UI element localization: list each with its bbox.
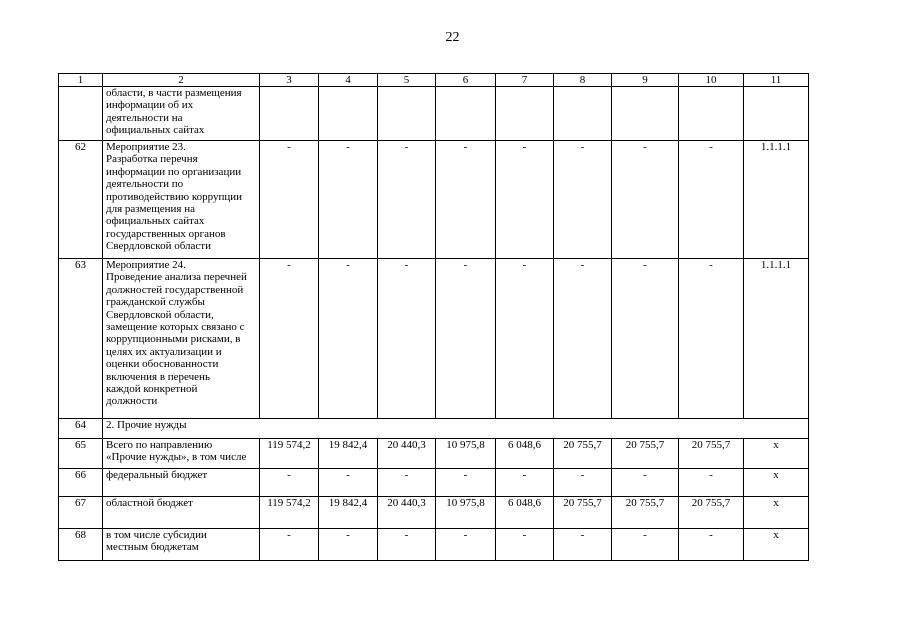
cell-value: - [260,469,319,497]
row-code: x [744,469,809,497]
column-number: 2 [103,74,260,87]
row-number: 68 [59,529,103,561]
budget-table [58,73,809,561]
row-description: федеральный бюджет [103,469,260,497]
cell-value: 20 440,3 [378,439,436,469]
table-row [59,529,809,561]
row-number: 67 [59,497,103,529]
table-row [59,87,809,141]
row-number: 65 [59,439,103,469]
cell-value: - [679,529,744,561]
cell-value: - [319,469,378,497]
cell-value: 119 574,2 [260,497,319,529]
column-number: 9 [612,74,679,87]
table-row [59,469,809,497]
cell-value [436,87,496,141]
cell-value: - [260,141,319,259]
column-number: 11 [744,74,809,87]
cell-value: 19 842,4 [319,497,378,529]
cell-value: - [496,259,554,419]
row-description: Мероприятие 24. Проведение анализа перечней должностей государственной гражданской службы Свердловской области, замещение которых связано с коррупционными рисками, в целях их актуализации и оценки обоснованности включения в перечень каждой конкретной должности [103,259,260,419]
column-number-row [59,74,809,87]
row-number: 64 [59,419,103,439]
cell-value [378,87,436,141]
cell-value: - [378,259,436,419]
cell-value: - [679,259,744,419]
row-description: Всего по направлению «Прочие нужды», в том числе [103,439,260,469]
cell-value: 20 755,7 [554,439,612,469]
row-code: x [744,529,809,561]
row-description: в том числе субсидии местным бюджетам [103,529,260,561]
cell-value: 20 755,7 [612,497,679,529]
cell-value: - [378,529,436,561]
cell-value: - [554,259,612,419]
column-number: 4 [319,74,378,87]
cell-value: - [554,529,612,561]
column-number: 8 [554,74,612,87]
cell-value: - [436,259,496,419]
cell-value: - [679,469,744,497]
column-number: 6 [436,74,496,87]
row-description: областной бюджет [103,497,260,529]
row-code: x [744,497,809,529]
row-description: Мероприятие 23. Разработка перечня информации по организации деятельности по противодействию коррупции для размещения на официальных сайтах государственных органов Свердловской области [103,141,260,259]
page-number: 22 [445,30,460,45]
table-row [59,259,809,419]
row-code: x [744,439,809,469]
cell-value: - [436,141,496,259]
column-number: 7 [496,74,554,87]
cell-value: - [319,529,378,561]
cell-value: - [612,259,679,419]
section-row [59,419,809,439]
cell-value [260,87,319,141]
table-row [59,497,809,529]
row-code: 1.1.1.1 [744,141,809,259]
cell-value [319,87,378,141]
cell-value [679,87,744,141]
row-description: области, в части размещения информации об их деятельности на официальных сайтах [103,87,260,141]
column-number: 10 [679,74,744,87]
cell-value [496,87,554,141]
cell-value: 20 440,3 [378,497,436,529]
cell-value: - [612,529,679,561]
cell-value: 6 048,6 [496,439,554,469]
cell-value: - [496,141,554,259]
column-number: 1 [59,74,103,87]
cell-value: - [436,529,496,561]
cell-value: - [612,469,679,497]
row-number: 63 [59,259,103,419]
cell-value [554,87,612,141]
table-row [59,141,809,259]
cell-value: - [319,259,378,419]
cell-value: - [554,141,612,259]
table-row [59,439,809,469]
cell-value: 20 755,7 [612,439,679,469]
cell-value: - [496,529,554,561]
cell-value: 20 755,7 [554,497,612,529]
cell-value: - [554,469,612,497]
cell-value: 6 048,6 [496,497,554,529]
cell-value: 119 574,2 [260,439,319,469]
cell-value [612,87,679,141]
row-number: 62 [59,141,103,259]
section-title: 2. Прочие нужды [103,419,809,439]
row-number [59,87,103,141]
cell-value: - [260,259,319,419]
column-number: 5 [378,74,436,87]
row-number: 66 [59,469,103,497]
cell-value: - [496,469,554,497]
cell-value: 20 755,7 [679,439,744,469]
row-code [744,87,809,141]
column-number: 3 [260,74,319,87]
cell-value: - [260,529,319,561]
cell-value: 20 755,7 [679,497,744,529]
row-code: 1.1.1.1 [744,259,809,419]
cell-value: 19 842,4 [319,439,378,469]
cell-value: 10 975,8 [436,439,496,469]
cell-value: - [378,141,436,259]
cell-value: - [679,141,744,259]
cell-value: 10 975,8 [436,497,496,529]
cell-value: - [612,141,679,259]
cell-value: - [378,469,436,497]
cell-value: - [319,141,378,259]
cell-value: - [436,469,496,497]
